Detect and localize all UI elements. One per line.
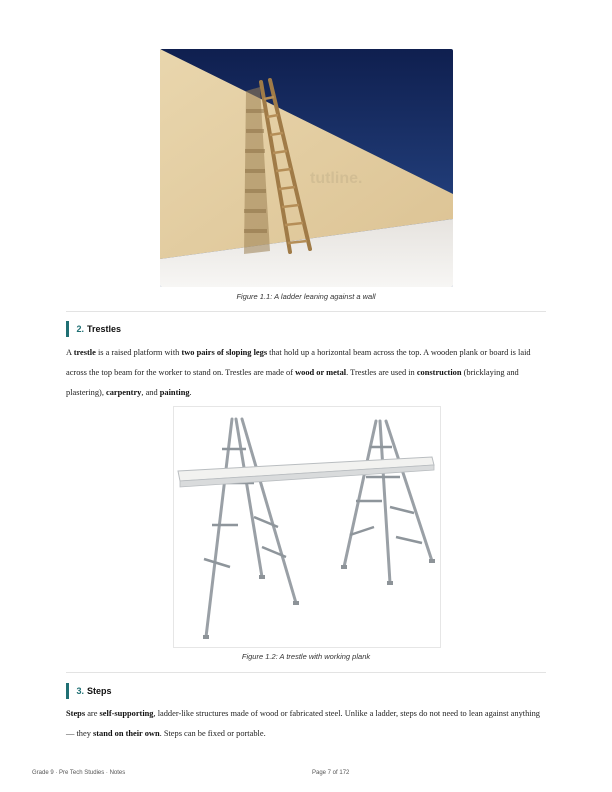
text-run: (bricklaying and plastering),: [66, 368, 519, 397]
text-run: . Trestles are used in: [346, 368, 417, 377]
bold-term: painting: [159, 388, 190, 397]
figure-ladder-photo: [160, 49, 453, 287]
trestles-paragraph: [66, 343, 546, 403]
section-divider: [66, 311, 546, 312]
section-number: 3.: [76, 686, 85, 696]
bold-term: Steps: [66, 709, 86, 718]
trestle-illustration: [174, 407, 440, 647]
bold-term: construction: [416, 368, 462, 377]
text-run: , ladder-like structures made of wood or fabricated steel. Unlike a ladder, steps do not need to lean against anything — they: [66, 709, 540, 738]
heading-accent-bar: [66, 321, 69, 337]
section-title: Trestles: [87, 324, 122, 334]
section-divider: [66, 672, 546, 673]
bold-term: trestle: [73, 348, 96, 357]
bold-term: wood or metal: [295, 368, 347, 377]
footer-left: Grade 9 · Pre Tech Studies · Notes: [32, 770, 126, 776]
section-title: Steps: [87, 686, 112, 696]
bold-term: carpentry: [106, 388, 142, 397]
text-run: . Steps can be fixed or portable.: [159, 729, 266, 738]
text-run: that hold up a horizontal beam across the top. A wooden plank or board is laid across the top beam for the worker to stand on. Trestles are made of: [66, 348, 531, 377]
section-heading-trestles: [66, 321, 121, 337]
section-heading-steps: [66, 683, 112, 699]
figure-1-caption: Figure 1.1: A ladder leaning against a wall: [236, 292, 376, 301]
bold-term: two pairs of sloping legs: [181, 348, 268, 357]
ladder-photo-illustration: [160, 49, 453, 287]
figure-trestle-photo: [173, 406, 441, 648]
text-run: is a raised platform with: [95, 348, 182, 357]
section-number: 2.: [76, 324, 85, 334]
watermark-text: tutline.: [310, 170, 363, 187]
text-run: , and: [141, 388, 160, 397]
bold-term: self-supporting: [99, 709, 154, 718]
steps-paragraph: [66, 704, 546, 744]
text-run: .: [189, 388, 192, 397]
figure-2-caption: Figure 1.2: A trestle with working plank: [241, 652, 371, 661]
footer-page-number: Page 7 of 172: [312, 770, 350, 776]
heading-accent-bar: [66, 683, 69, 699]
text-run: A: [66, 348, 74, 357]
bold-term: stand on their own: [92, 729, 160, 738]
text-run: are: [85, 709, 100, 718]
